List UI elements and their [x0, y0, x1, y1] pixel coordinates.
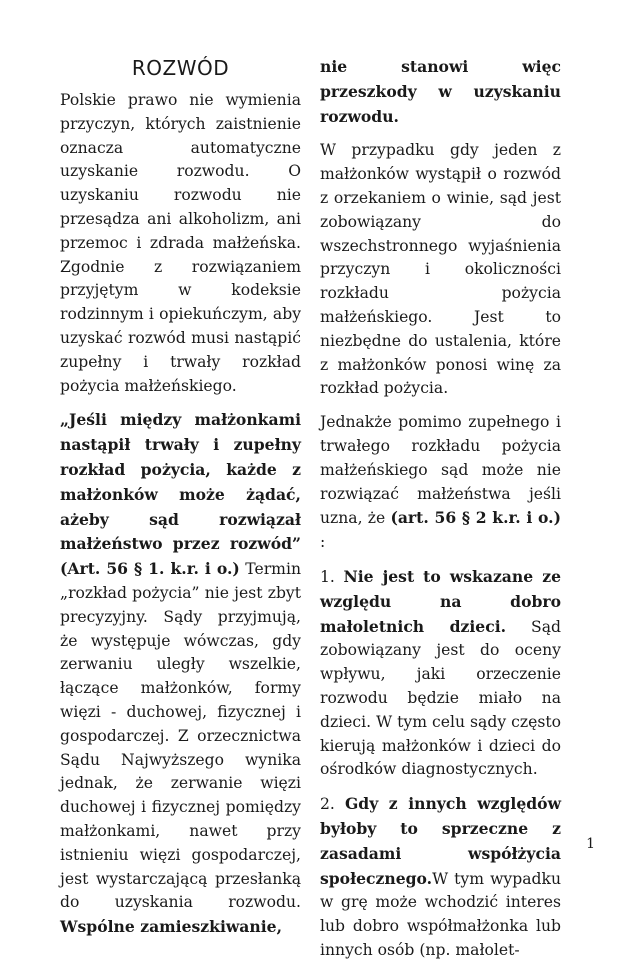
item1-number: 1.: [320, 567, 344, 586]
continued-paragraph: [320, 55, 561, 129]
exceptions-text: Jednakże pomimo zupełnego i trwałego rozkładu pożycia małżeńskiego sąd może nie rozwiązać małżeństwa jeśli uzna, że: [320, 413, 561, 528]
article-quote: „Jeśli między małżonkami nastąpił trwały i zupełny rozkład pożycia, każde z małżonków może żądać, ażeby sąd rozwiązał małżeństwo przez rozwód” (Art. 56 § 1. k.r. i o.): [60, 410, 301, 579]
cohabitation-bold: Wspólne zamieszkiwanie,: [60, 917, 283, 937]
article-quote-paragraph: [60, 408, 301, 940]
article-ref: (art. 56 § 2 k.r. i o.): [390, 508, 561, 528]
page-number: 1: [586, 836, 595, 852]
item2-number: 2.: [320, 795, 345, 814]
exceptions-paragraph: [320, 411, 561, 555]
page-title: ROZWÓD: [131, 56, 230, 80]
no-obstacle-bold: nie stanowi więc przeszkody w uzyskaniu rozwodu.: [320, 57, 561, 126]
fault-paragraph: W przypadku gdy jeden z małżonków wystąpił o rozwód z orzekaniem o winie, sąd jest zobowiązany do wszechstronnego wyjaśnienia przyczyn i okoliczności rozkładu pożycia małżeńskiego. Jest to niezbędne do ustalenia, które z małżonków ponosi winę za rozkład pożycia.: [320, 141, 561, 398]
list-item: [320, 792, 561, 963]
quote-continuation: Termin „rozkład pożycia” nie jest zbyt precyzyjny. Sądy przyjmują, że występuje wówczas, gdy zerwaniu uległy wszelkie, łączące małżonków, formy więzi - duchowej, fizycznej i gospodarczej. Z orzecznictwa Sądu Najwyższego wynika jednak, że zerwanie więzi duchowej i fizycznej pomiędzy małżonkami, nawet przy istnieniu więzi gospodarczej, jest wystarczającą przesłanką do uzyskania rozwodu.: [60, 560, 301, 912]
left-column: [60, 0, 301, 950]
item2-heading: Gdy z innych względów byłoby to sprzeczne z zasadami współżycia społecznego.: [320, 794, 562, 888]
right-column: [320, 0, 561, 973]
list-item: [320, 565, 561, 782]
item1-text: Sąd zobowiązany jest do oceny wpływu, jaki orzeczenie rozwodu będzie miało na dzieci. W tym celu sądy często kierują małżonków i dzieci do ośrodków diagnostycznych.: [320, 617, 562, 779]
item1-heading: Nie jest to wskazane ze względu na dobro małoletnich dzieci.: [320, 566, 561, 636]
intro-paragraph: Polskie prawo nie wymienia przyczyn, których zaistnienie oznacza automatyczne uzyskanie rozwodu. O uzyskaniu rozwodu nie przesądza ani alkoholizm, ani przemoc i zdrada małżeńska. Zgodnie z rozwiązaniem przyjętym w kodeksie rodzinnym i opiekuńczym, aby uzyskać rozwód musi nastąpić zupełny i trwały rozkład pożycia małżeńskiego.: [60, 91, 301, 395]
exceptions-colon: :: [320, 533, 326, 552]
item2-text: W tym wypadku w grę może wchodzić interes lub dobro współmałżonka lub innych osób (np. małolet-: [320, 869, 561, 959]
